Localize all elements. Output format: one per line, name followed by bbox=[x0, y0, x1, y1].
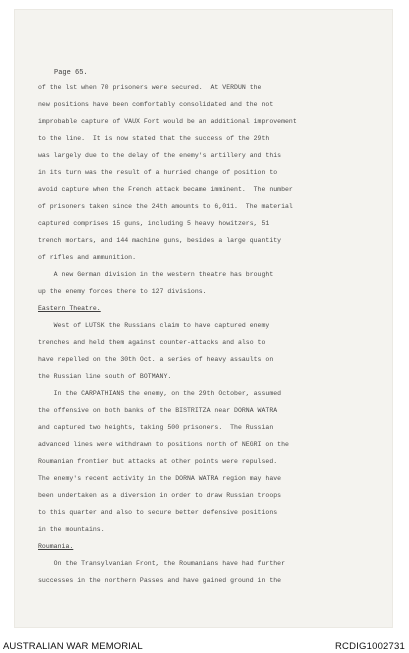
page-number: Page 65. bbox=[54, 69, 88, 77]
text-line: of rifles and ammunition. bbox=[38, 254, 137, 261]
text-line: West of LUTSK the Russians claim to have captured enemy bbox=[38, 322, 270, 329]
text-line: to this quarter and also to secure better defensive positions bbox=[38, 509, 278, 516]
text-line: A new German division in the western theatre has brought bbox=[38, 271, 274, 278]
text-line: In the CARPATHIANS the enemy, on the 29th October, assumed bbox=[38, 390, 282, 397]
text-line: successes in the northern Passes and have gained ground in the bbox=[38, 577, 282, 584]
text-line: The enemy's recent activity in the DORNA WATRA region may have bbox=[38, 475, 282, 482]
text-line: advanced lines were withdrawn to positions north of NEGRI on the bbox=[38, 441, 289, 448]
text-line: Roumanian frontier but attacks at other points were repulsed. bbox=[38, 458, 278, 465]
text-line: avoid capture when the French attack became imminent. The number bbox=[38, 186, 293, 193]
archive-footer bbox=[0, 637, 409, 653]
text-line: On the Transylvanian Front, the Roumanians have had further bbox=[38, 560, 285, 567]
text-line: of the lst when 70 prisoners were secured. At VERDUN the bbox=[38, 84, 262, 91]
text-line: up the enemy forces there to 127 divisions. bbox=[38, 288, 207, 295]
text-line: was largely due to the delay of the enemy's artillery and this bbox=[38, 152, 282, 159]
text-line: been undertaken as a diversion in order to draw Russian troops bbox=[38, 492, 282, 499]
text-line: captured comprises 15 guns, including 5 heavy howitzers, 51 bbox=[38, 220, 270, 227]
text-line: trenches and held them against counter-attacks and also to bbox=[38, 339, 266, 346]
text-line: of prisoners taken since the 24th amounts to 6,011. The material bbox=[38, 203, 293, 210]
archive-source: AUSTRALIAN WAR MEMORIAL bbox=[3, 641, 143, 652]
text-line: and captured two heights, taking 500 prisoners. The Russian bbox=[38, 424, 274, 431]
text-line: trench mortars, and 144 machine guns, besides a large quantity bbox=[38, 237, 282, 244]
archive-reference: RCDIG1002731 bbox=[335, 641, 405, 652]
text-line: the Russian line south of BOTMANY. bbox=[38, 373, 172, 380]
text-line: new positions have been comfortably consolidated and the not bbox=[38, 101, 274, 108]
text-line: to the line. It is now stated that the success of the 29th bbox=[38, 135, 270, 142]
text-line: in the mountains. bbox=[38, 526, 105, 533]
section-heading-roumania: Roumania. bbox=[38, 543, 74, 550]
text-line: have repelled on the 30th Oct. a series of heavy assaults on bbox=[38, 356, 274, 363]
section-heading-eastern-theatre: Eastern Theatre. bbox=[38, 305, 101, 312]
text-line: in its turn was the result of a hurried change of position to bbox=[38, 169, 278, 176]
text-line: improbable capture of VAUX Fort would be an additional improvement bbox=[38, 118, 297, 125]
text-line: the offensive on both banks of the BISTRITZA near DORNA WATRA bbox=[38, 407, 278, 414]
